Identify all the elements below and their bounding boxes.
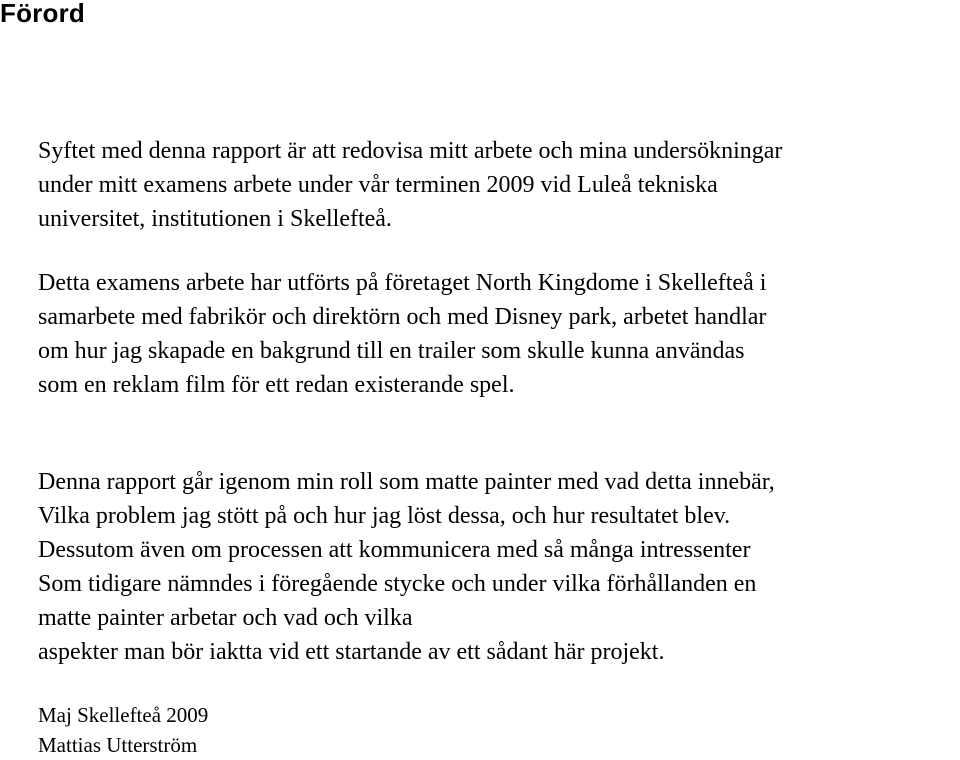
- page-title: Förord: [0, 0, 85, 28]
- text-line: Dessutom även om processen att kommunicera med så många intressenter: [38, 537, 751, 563]
- text-line: Syftet med denna rapport är att redovisa mitt arbete och mina undersökningar: [38, 138, 783, 164]
- text-line: matte painter arbetar och vad och vilka: [38, 605, 413, 631]
- text-line: universitet, institutionen i Skellefteå.: [38, 206, 392, 232]
- text-line: samarbete med fabrikör och direktörn och med Disney park, arbetet handlar: [38, 304, 767, 330]
- text-line: aspekter man bör iaktta vid ett startande av ett sådant här projekt.: [38, 639, 665, 665]
- signature-place-date: Maj Skellefteå 2009: [38, 703, 209, 727]
- text-line: Vilka problem jag stött på och hur jag löst dessa, och hur resultatet blev.: [38, 503, 731, 529]
- paragraph-report-scope: [38, 465, 775, 669]
- text-line: om hur jag skapade en bakgrund till en trailer som skulle kunna användas: [38, 338, 745, 364]
- signature-block: [38, 700, 208, 760]
- text-line: Denna rapport går igenom min roll som matte painter med vad detta innebär,: [38, 469, 775, 495]
- paragraph-project: [38, 266, 766, 402]
- text-line: under mitt examens arbete under vår terminen 2009 vid Luleå tekniska: [38, 172, 718, 198]
- signature-author: Mattias Utterström: [38, 733, 198, 757]
- paragraph-purpose: [38, 134, 782, 236]
- text-line: som en reklam film för ett redan existerande spel.: [38, 372, 515, 398]
- text-line: Detta examens arbete har utförts på företaget North Kingdome i Skellefteå i: [38, 270, 767, 296]
- text-line: Som tidigare nämndes i föregående stycke och under vilka förhållanden en: [38, 571, 757, 597]
